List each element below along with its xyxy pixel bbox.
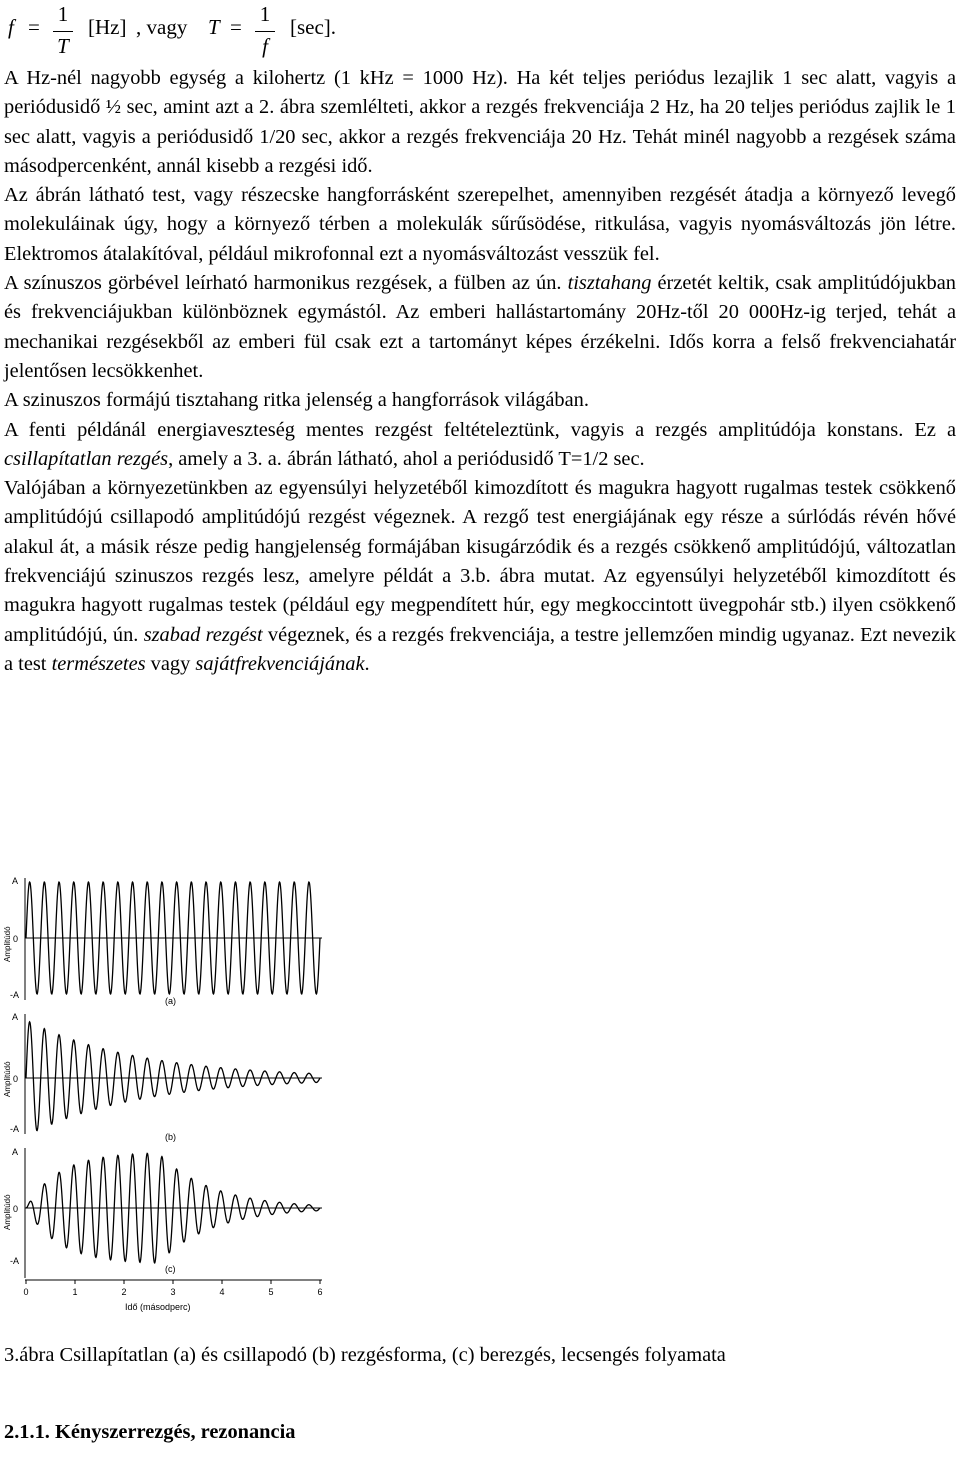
panel-b-damped-wave	[26, 1022, 320, 1131]
panel-c-tick-0: 0	[13, 1204, 19, 1214]
panel-c-tick-A: A	[12, 1147, 19, 1157]
paragraph-6-text-d: .	[364, 652, 370, 675]
panel-b-amplitude-label: Amplitúdó	[3, 1061, 12, 1097]
panel-a-label: (a)	[165, 996, 176, 1006]
panel-a	[3, 876, 322, 1006]
paragraph-4: A szinuszos formájú tisztahang ritka jelenség a hangforrások világában.	[4, 389, 589, 412]
paragraph-6	[4, 474, 956, 679]
paragraph-5-text-a: A fenti példánál energiaveszteség mentes rezgést feltételeztünk, vagyis a rezgés amplitúdója konstans. Ez a	[4, 418, 956, 441]
panel-a-undamped-wave	[26, 882, 320, 994]
formula-unit-hz: [Hz]	[88, 15, 127, 39]
panel-c-label: (c)	[165, 1264, 176, 1274]
paragraph-6-text-b: végeznek, és a rezgés frekvenciája, a testre jellemzően mindig ugyanaz. Ezt nevezik a test	[4, 623, 956, 675]
fraction-denominator: T	[57, 34, 69, 58]
paragraph-5	[4, 416, 956, 475]
time-axis-tick-label: 1	[72, 1287, 78, 1297]
time-axis-label: Idő (másodperc)	[125, 1302, 191, 1312]
panel-a-amplitude-label: Amplitúdó	[3, 926, 12, 962]
panel-a-tick-negA: -A	[10, 990, 19, 1000]
panel-b	[3, 1012, 322, 1142]
time-axis-tick-label: 0	[23, 1287, 29, 1297]
formula-separator: , vagy	[136, 15, 188, 39]
fraction-numerator: 1	[57, 2, 69, 26]
panel-b-tick-A: A	[12, 1012, 19, 1022]
formula-unit-sec: [sec].	[290, 15, 337, 39]
time-axis-tick-label: 6	[317, 1287, 323, 1297]
panel-b-label: (b)	[165, 1132, 176, 1142]
frequency-formula	[8, 0, 508, 62]
paragraph-2: Az ábrán látható test, vagy részecske hangforrásként szerepelhet, amennyiben rezgését átadja a környező levegő molekuláinak úgy, hogy a környező térben a molekulák sűrűsödése, ritkulása, vagyis nyomásváltozás jön létre. Elektromos átalakítóval, például mikrofonnal ezt a nyomásváltozást vesszük fel.	[4, 184, 956, 265]
panel-c-amplitude-label: Amplitúdó	[3, 1194, 12, 1230]
paragraph-3	[4, 269, 956, 386]
formula-T: T	[208, 15, 220, 39]
panel-c-tick-negA: -A	[10, 1256, 19, 1266]
paragraph-1: A Hz-nél nagyobb egység a kilohertz (1 kHz = 1000 Hz). Ha két teljes periódus lezajlik 1 sec alatt, vagyis a periódusidő ½ sec, amint azt a 2. ábra szemlélteti, akkor a rezgés frekvenciája 2 Hz, ha 20 teljes periódus zajlik le 1 sec alatt, vagyis a periódusidő 1/20 sec, akkor a rezgés frekvenciája 20 Hz. Tehát minél nagyobb a rezgések száma másodpercenként, annál kisebb a rezgési idő.	[4, 67, 956, 177]
fraction-denominator-2: f	[262, 34, 268, 58]
time-axis-tick-label: 2	[121, 1287, 127, 1297]
formula-equals: =	[28, 15, 40, 39]
paragraph-6-text-c: vagy	[145, 652, 196, 675]
oscillation-figure	[2, 870, 342, 1320]
paragraph-6-text-a: Valójában a környezetünkben az egyensúlyi helyzetéből kimozdított és magukra hagyott rugalmas testek csökkenő amplitúdójú csillapodó amplitúdójú rezgést végeznek. A rezgő test energiájának egy része a súrlódás révén hővé alakul át, a másik része pedig hangjelenség formájában kisugárzódik és a rezgés csökkenő amplitúdójú, változatlan frekvenciájú szinuszos rezgés lesz, amelyre példát a 3.b. ábra mutat. Az egyensúlyi helyzetéből kimozdított és magukra hagyott rugalmas testek (például egy megpendített húr, egy megkoccintott üvegpohár stb.) ilyen csökkenő amplitúdójú, ún.	[4, 477, 956, 646]
time-axis-tick-label: 3	[170, 1287, 176, 1297]
formula-f: f	[8, 15, 14, 39]
term-csillapitatlan: csillapítatlan rezgés	[4, 447, 169, 470]
term-tisztahang: tisztahang	[567, 272, 652, 295]
formula-equals-2: =	[230, 15, 242, 39]
figure-caption: 3.ábra Csillapítatlan (a) és csillapodó (b) rezgésforma, (c) berezgés, lecsengés folyamata	[4, 1344, 726, 1366]
paragraph-3-text-b: érzetét keltik, csak amplitúdójukban és frekvenciájukban különböznek egymástól. Az emberi hallástartomány 20Hz-től 20 000Hz-ig terjed, tehát a mechanikai rezgésekből az emberi fül csak ezt a tartományt képes érzékelni. Idős korra a felső frekvenciahatár jelentősen lecsökkenhet.	[4, 272, 956, 382]
fraction-numerator-2: 1	[259, 2, 271, 26]
panel-c	[3, 1147, 322, 1278]
panel-a-tick-0: 0	[13, 934, 19, 944]
body-text	[4, 64, 956, 679]
panel-c-buildup-decay-wave	[26, 1153, 320, 1262]
fraction-bar-2	[255, 31, 275, 32]
term-termeszetes: természetes	[51, 652, 146, 675]
time-axis-tick-label: 4	[219, 1287, 225, 1297]
term-sajatfrekvencia: sajátfrekvenciájának	[195, 652, 365, 675]
panel-a-tick-A: A	[12, 876, 19, 886]
panel-b-tick-negA: -A	[10, 1124, 19, 1134]
paragraph-3-text-a: A színuszos görbével leírható harmonikus rezgések, a fülben az ún.	[4, 272, 568, 295]
time-axis-tick-label: 5	[268, 1287, 274, 1297]
paragraph-5-text-b: , amely a 3. a. ábrán látható, ahol a periódusidő T=1/2 sec.	[168, 447, 645, 470]
time-axis-ticks	[24, 1280, 323, 1297]
fraction-bar	[53, 31, 73, 32]
panel-b-tick-0: 0	[13, 1074, 19, 1084]
section-heading: 2.1.1. Kényszerrezgés, rezonancia	[4, 1421, 296, 1443]
term-szabad-rezges: szabad rezgést	[143, 623, 263, 646]
